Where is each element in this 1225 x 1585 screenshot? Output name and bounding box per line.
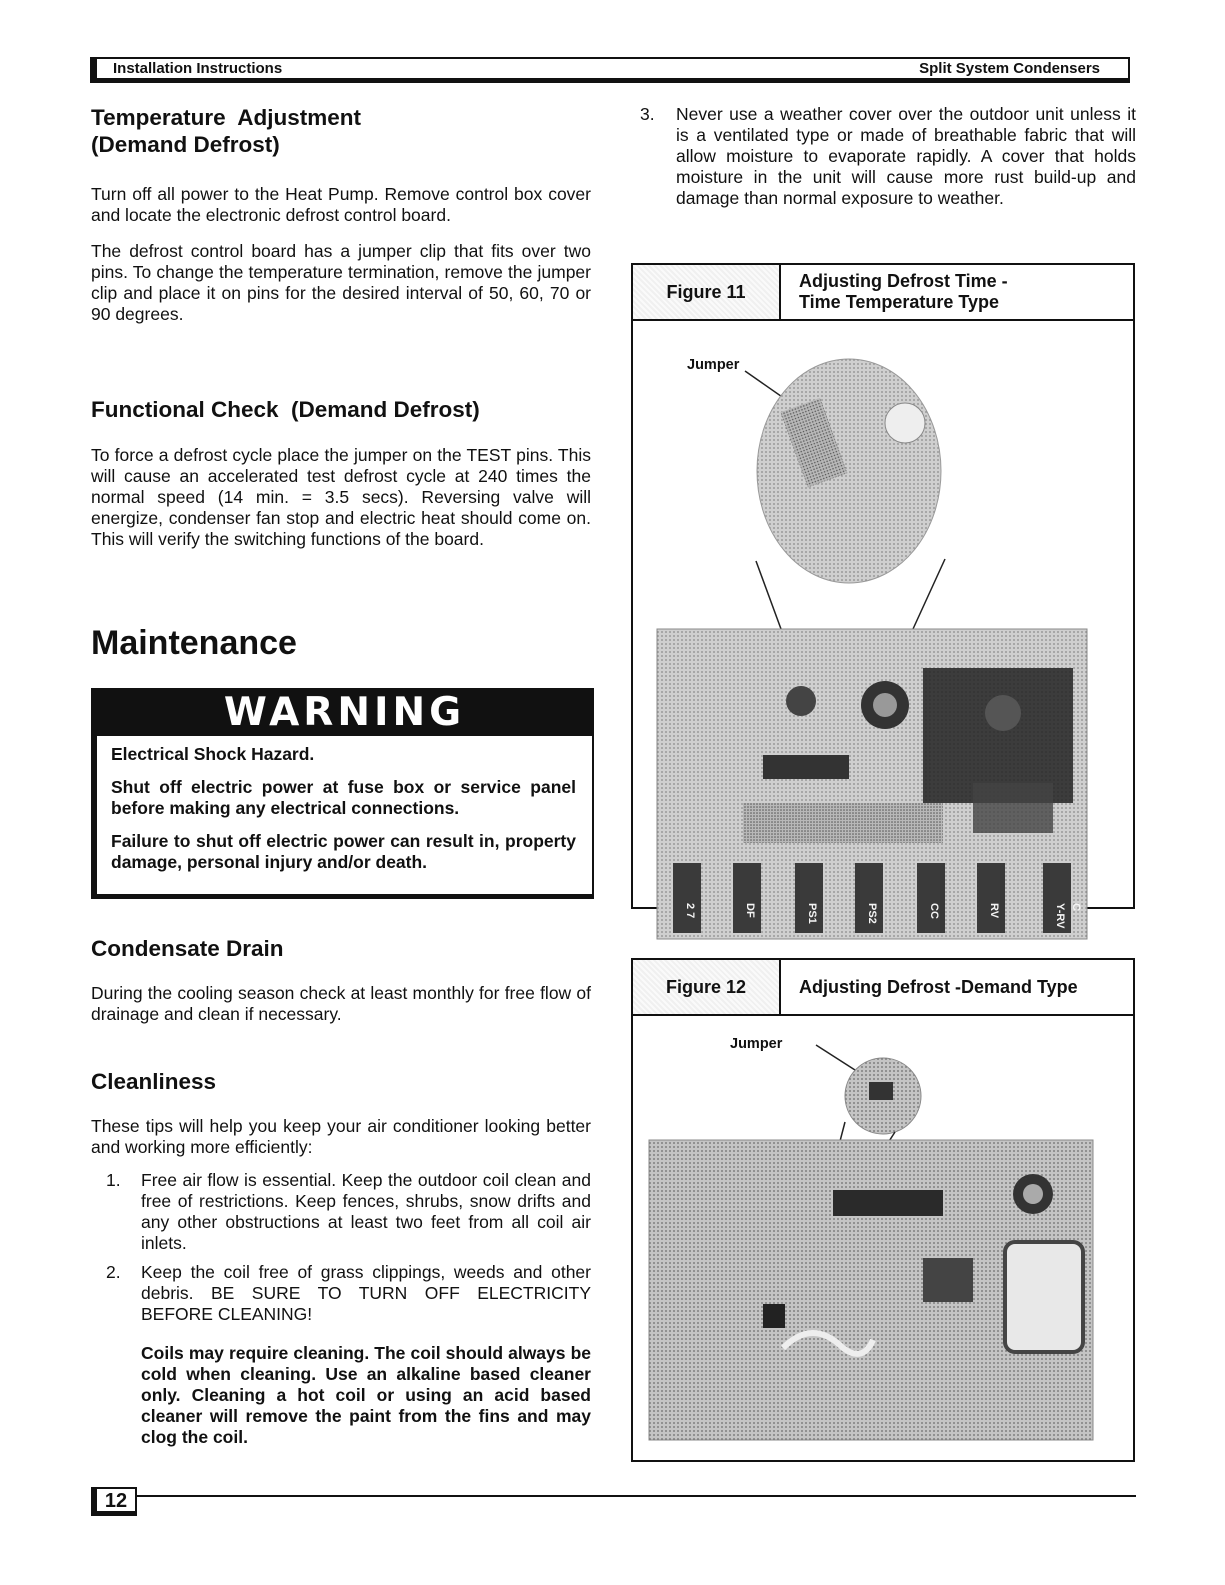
list-item-number: 3.	[640, 104, 655, 124]
list-item-number: 2.	[106, 1262, 121, 1282]
pcb-silkscreen-label: 2 7	[684, 903, 696, 919]
cleanliness-title: Cleanliness	[91, 1069, 217, 1094]
pcb-silkscreen-label: PS2	[866, 903, 878, 924]
warning-box	[91, 688, 594, 899]
warning-title: WARNING	[97, 690, 592, 736]
pcb-silkscreen-label: PS1	[806, 903, 818, 924]
figure-12-circuit-board-photo	[633, 1018, 1133, 1464]
warning-line-2: Shut off electric power at fuse box or service panel before making any electrical connections.	[111, 777, 576, 818]
relay-component	[1005, 1242, 1083, 1352]
pcb-silkscreen-label: DF	[744, 903, 756, 918]
list-item-text: Free air flow is essential. Keep the outdoor coil clean and free of restrictions. Keep fences, shrubs, snow drifts and any other obstructions at least two feet from all coil air inlets.	[141, 1170, 591, 1253]
figure-11-caption	[781, 265, 1026, 319]
maintenance-title: Maintenance	[91, 624, 297, 662]
relay-component	[923, 668, 1073, 803]
list-item	[91, 1170, 591, 1254]
condensate-drain-title: Condensate Drain	[91, 936, 284, 961]
figure-11-caption-line1: Adjusting Defrost Time -	[799, 271, 1008, 291]
pcb-silkscreen-label: CC	[928, 903, 940, 919]
functional-check-para: To force a defrost cycle place the jumper on the TEST pins. This will cause an accelerated test defrost cycle at 240 times the normal speed (14 min. = 3.5 secs). Reversing valve will energize, condenser fan stop and electric heat should come on. This will verify the switching functions of the board.	[91, 445, 591, 549]
cleanliness-list	[91, 1170, 591, 1325]
cleanliness-section	[91, 1068, 591, 1448]
figure-11-circuit-board-photo	[633, 323, 1133, 929]
header-left-title: Installation Instructions	[113, 60, 283, 77]
magnified-jumper-detail	[757, 359, 941, 583]
warning-line-1: Electrical Shock Hazard.	[111, 744, 315, 764]
footer-rule	[91, 1495, 1136, 1497]
pcb-silkscreen-label: Y-RV	[1054, 903, 1066, 929]
figure-12-caption: Adjusting Defrost -Demand Type	[799, 976, 1078, 997]
header-right-title: Split System Condensers	[919, 60, 1100, 77]
list-item-number: 1.	[106, 1170, 121, 1190]
figure-11-caption-line2: Time Temperature Type	[799, 292, 1000, 312]
temperature-adjustment-para1: Turn off all power to the Heat Pump. Remove control box cover and locate the electronic defrost control board.	[91, 184, 591, 225]
figure-11	[631, 263, 1135, 929]
temperature-adjustment-title	[91, 104, 591, 158]
figure-12	[631, 958, 1135, 1462]
figure-12-jumper-label: Jumper	[730, 1036, 783, 1052]
figure-12-label: Figure 12	[633, 960, 781, 1014]
warning-line-3: Failure to shut off electric power can result in, property damage, personal injury and/or death.	[111, 831, 576, 872]
cleanliness-item-3	[640, 104, 1136, 217]
functional-check-title: Functional Check (Demand Defrost)	[91, 397, 480, 422]
title-line-2: (Demand Defrost)	[91, 132, 280, 157]
condensate-drain-section	[91, 935, 591, 1025]
figure-11-jumper-label: Jumper	[687, 357, 740, 373]
jumper-pointer-line	[816, 1045, 855, 1070]
title-line-1: Temperature Adjustment	[91, 105, 362, 130]
condensate-drain-para: During the cooling season check at least monthly for free flow of drainage and clean if necessary.	[91, 983, 591, 1024]
list-item	[91, 1262, 591, 1325]
pcb-silkscreen-label: RV	[988, 903, 1000, 919]
ic-chip	[833, 1190, 943, 1216]
temperature-adjustment-section	[91, 104, 591, 325]
cleanliness-intro: These tips will help you keep your air conditioner looking better and working more efficiently:	[91, 1116, 591, 1157]
pcb-silkscreen-label: C	[1070, 903, 1082, 911]
list-item-text: Never use a weather cover over the outdoor unit unless it is a ventilated type or made of breathable fabric that will allow moisture to evaporate rapidly. A cover that holds moisture in the unit will cause more rust build-up and damage than normal exposure to weather.	[676, 104, 1136, 208]
functional-check-section	[91, 396, 591, 550]
list-item-text: Keep the coil free of grass clippings, weeds and other debris. BE SURE TO TURN OFF ELECTRICITY BEFORE CLEANING!	[141, 1262, 591, 1324]
page-header	[90, 57, 1130, 83]
list-item	[640, 104, 1136, 209]
temperature-adjustment-para2: The defrost control board has a jumper clip that fits over two pins. To change the temperature termination, remove the jumper clip and place it on pins for the desired interval of 50, 60, 70 or 90 degrees.	[91, 241, 591, 324]
page-number: 12	[91, 1487, 137, 1516]
maintenance-section	[91, 624, 591, 663]
figure-11-label: Figure 11	[633, 265, 781, 319]
cleaning-caution: Coils may require cleaning. The coil should always be cold when cleaning. Use an alkaline based cleaner only. Cleaning a hot coil or using an acid based cleaner will remove the paint from the fins and may clog the coil.	[141, 1343, 591, 1447]
